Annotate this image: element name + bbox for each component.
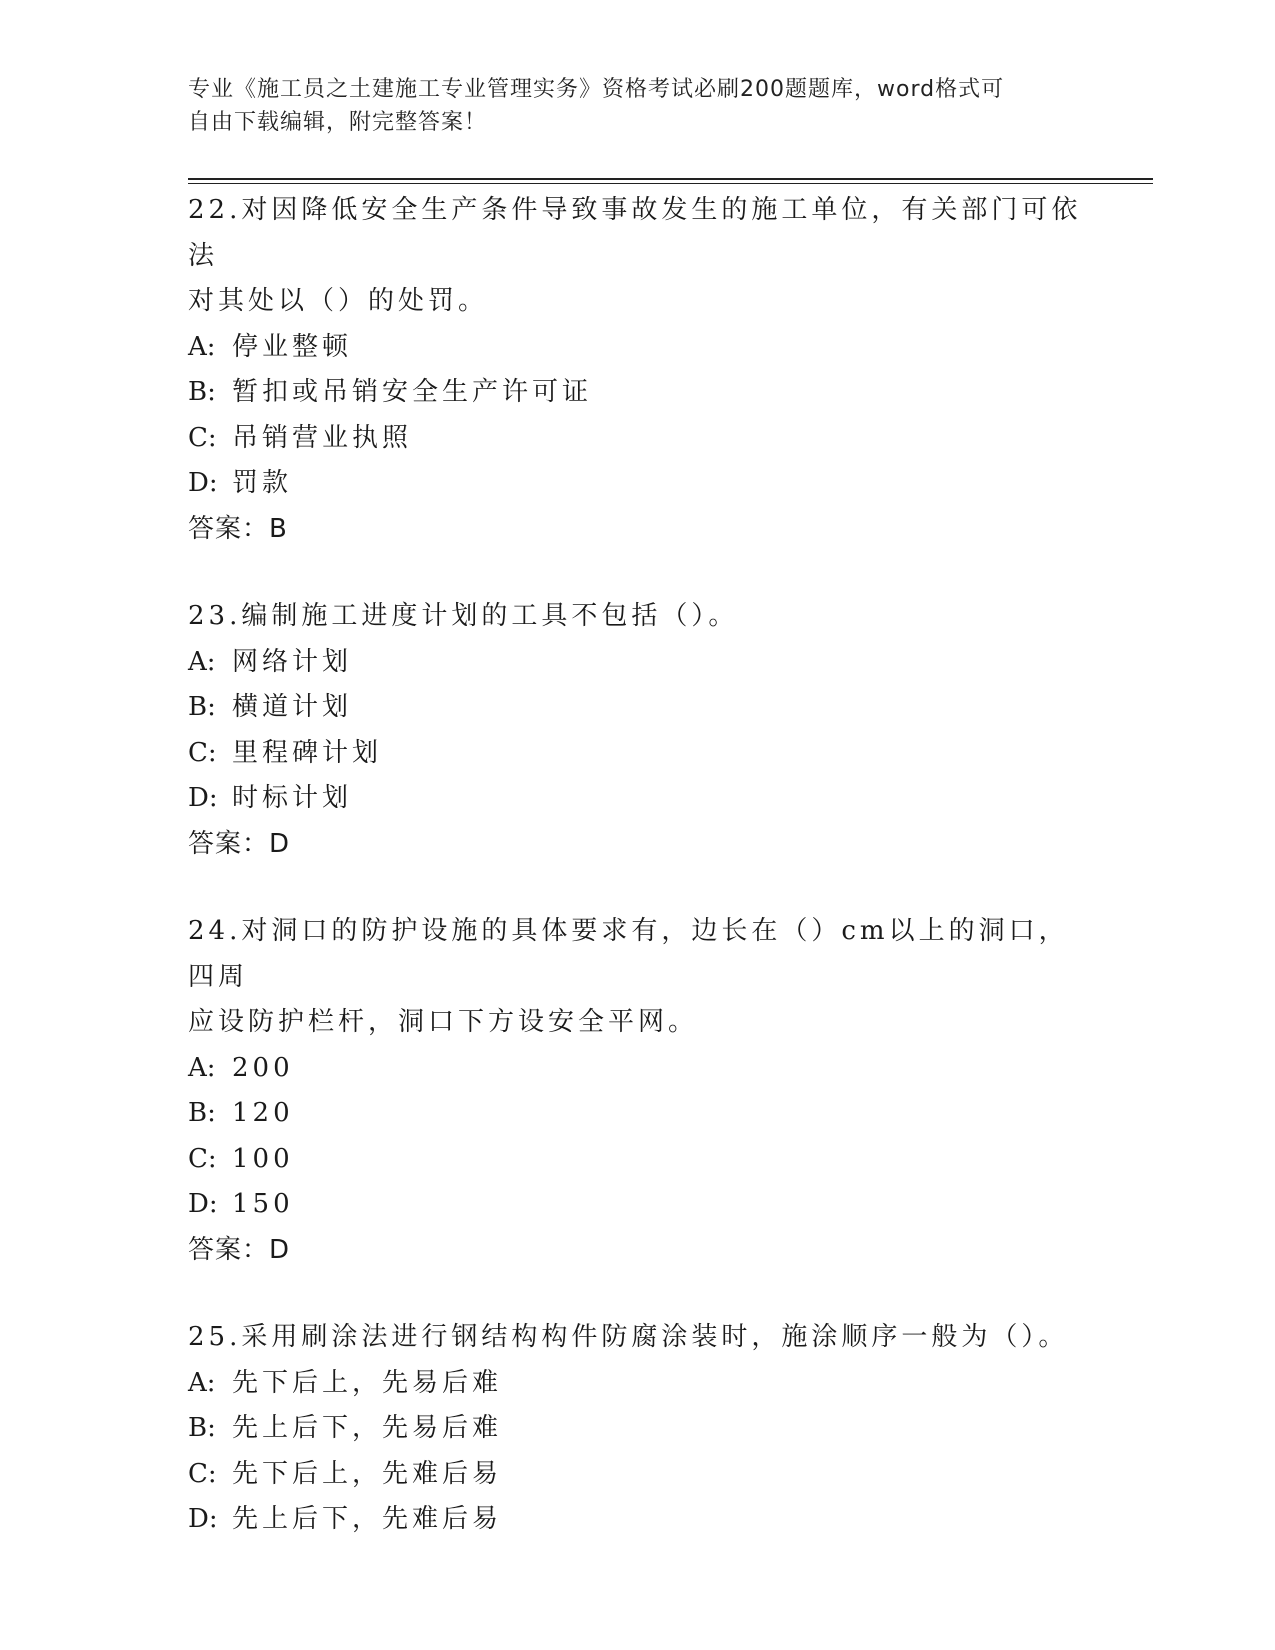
option-label: B: bbox=[188, 1098, 216, 1128]
option-label: A: bbox=[188, 331, 216, 362]
option-text: 里程碑计划 bbox=[232, 737, 383, 768]
option-label: C: bbox=[188, 422, 217, 453]
option-label: D: bbox=[188, 468, 218, 498]
header-line-2: 自由下载编辑，附完整答案！ bbox=[188, 110, 488, 135]
option-label: B: bbox=[188, 377, 216, 407]
option-text: 先下后上，先难后易 bbox=[232, 1458, 503, 1489]
question-stem-line: 对其处以（）的处罚。 bbox=[188, 286, 489, 316]
option-b bbox=[188, 1091, 1088, 1137]
option-text: 横道计划 bbox=[232, 692, 353, 722]
option-text: 停业整顿 bbox=[232, 331, 353, 362]
option-text: 吊销营业执照 bbox=[232, 422, 413, 453]
option-label: D: bbox=[188, 783, 218, 813]
header-divider bbox=[188, 178, 1153, 180]
option-text: 200 bbox=[232, 1052, 294, 1083]
answer-line: 答案：D bbox=[188, 828, 291, 859]
option-text: 暂扣或吊销安全生产许可证 bbox=[232, 377, 593, 407]
option-label: C: bbox=[188, 737, 217, 768]
option-c bbox=[188, 1137, 1088, 1183]
option-text: 网络计划 bbox=[232, 646, 353, 677]
option-c bbox=[188, 731, 1088, 777]
option-label: A: bbox=[188, 1367, 216, 1398]
option-d bbox=[188, 1182, 1088, 1228]
question-22 bbox=[188, 188, 1088, 552]
option-text: 先下后上，先易后难 bbox=[232, 1367, 503, 1398]
question-25 bbox=[188, 1315, 1088, 1543]
option-label: A: bbox=[188, 646, 216, 677]
question-stem-line: 24.对洞口的防护设施的具体要求有，边长在（）cm以上的洞口，四周 bbox=[188, 916, 1069, 992]
option-b bbox=[188, 685, 1088, 731]
option-c bbox=[188, 1452, 1088, 1498]
question-list bbox=[188, 188, 1088, 1585]
option-b bbox=[188, 370, 1088, 416]
option-a bbox=[188, 1046, 1088, 1092]
option-text: 120 bbox=[232, 1098, 294, 1128]
option-b bbox=[188, 1406, 1088, 1452]
answer-line: 答案：B bbox=[188, 513, 288, 544]
question-stem-line: 应设防护栏杆，洞口下方设安全平网。 bbox=[188, 1007, 699, 1037]
option-d bbox=[188, 1497, 1088, 1543]
question-stem-line: 22.对因降低安全生产条件导致事故发生的施工单位，有关部门可依法 bbox=[188, 195, 1082, 271]
answer-line: 答案：D bbox=[188, 1234, 291, 1265]
header-line-1: 专业《施工员之土建施工专业管理实务》资格考试必刷200题题库，word格式可 bbox=[188, 77, 1005, 102]
option-text: 先上后下，先易后难 bbox=[232, 1413, 503, 1443]
option-label: B: bbox=[188, 1413, 216, 1443]
option-a bbox=[188, 325, 1088, 371]
option-text: 100 bbox=[232, 1143, 294, 1174]
question-stem-line: 23.编制施工进度计划的工具不包括（）。 bbox=[188, 601, 739, 631]
question-23 bbox=[188, 594, 1088, 867]
option-d bbox=[188, 776, 1088, 822]
header-divider-thin bbox=[188, 183, 1153, 184]
option-text: 先上后下，先难后易 bbox=[232, 1504, 503, 1534]
option-text: 150 bbox=[232, 1189, 294, 1219]
option-a bbox=[188, 1361, 1088, 1407]
option-a bbox=[188, 640, 1088, 686]
option-label: C: bbox=[188, 1458, 217, 1489]
question-24 bbox=[188, 909, 1088, 1273]
option-label: A: bbox=[188, 1052, 216, 1083]
question-stem-line: 25.采用刷涂法进行钢结构构件防腐涂装时，施涂顺序一般为（）。 bbox=[188, 1322, 1069, 1352]
option-c bbox=[188, 416, 1088, 462]
option-text: 时标计划 bbox=[232, 783, 353, 813]
document-header-note bbox=[188, 73, 1088, 139]
option-label: C: bbox=[188, 1143, 217, 1174]
option-label: D: bbox=[188, 1189, 218, 1219]
option-d bbox=[188, 461, 1088, 507]
option-label: D: bbox=[188, 1504, 218, 1534]
option-label: B: bbox=[188, 692, 216, 722]
option-text: 罚款 bbox=[232, 468, 293, 498]
